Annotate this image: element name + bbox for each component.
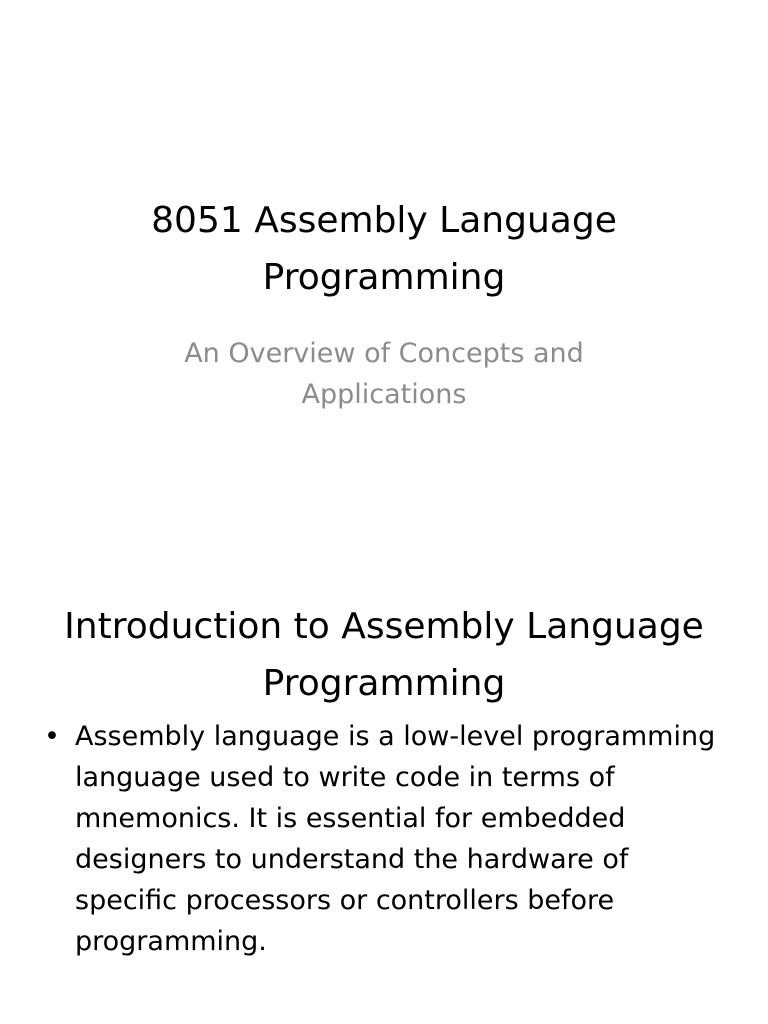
slide-title-heading: 8051 Assembly Language Programming (151, 200, 617, 298)
bullet-icon: • (44, 721, 60, 752)
slide-subtitle: An Overview of Concepts and Applications (184, 338, 584, 410)
slide-introduction (0, 512, 768, 1024)
slide-introduction-heading: Introduction to Assembly Language Programming (64, 606, 704, 704)
bullet-item (42, 716, 732, 962)
bullet-text: Assembly language is a low-level programming language used to write code in terms of mnemonics. It is essential for embedded designers to understand the hardware of specific processors or controllers before programming. (75, 721, 716, 957)
bullet-list (42, 716, 732, 962)
